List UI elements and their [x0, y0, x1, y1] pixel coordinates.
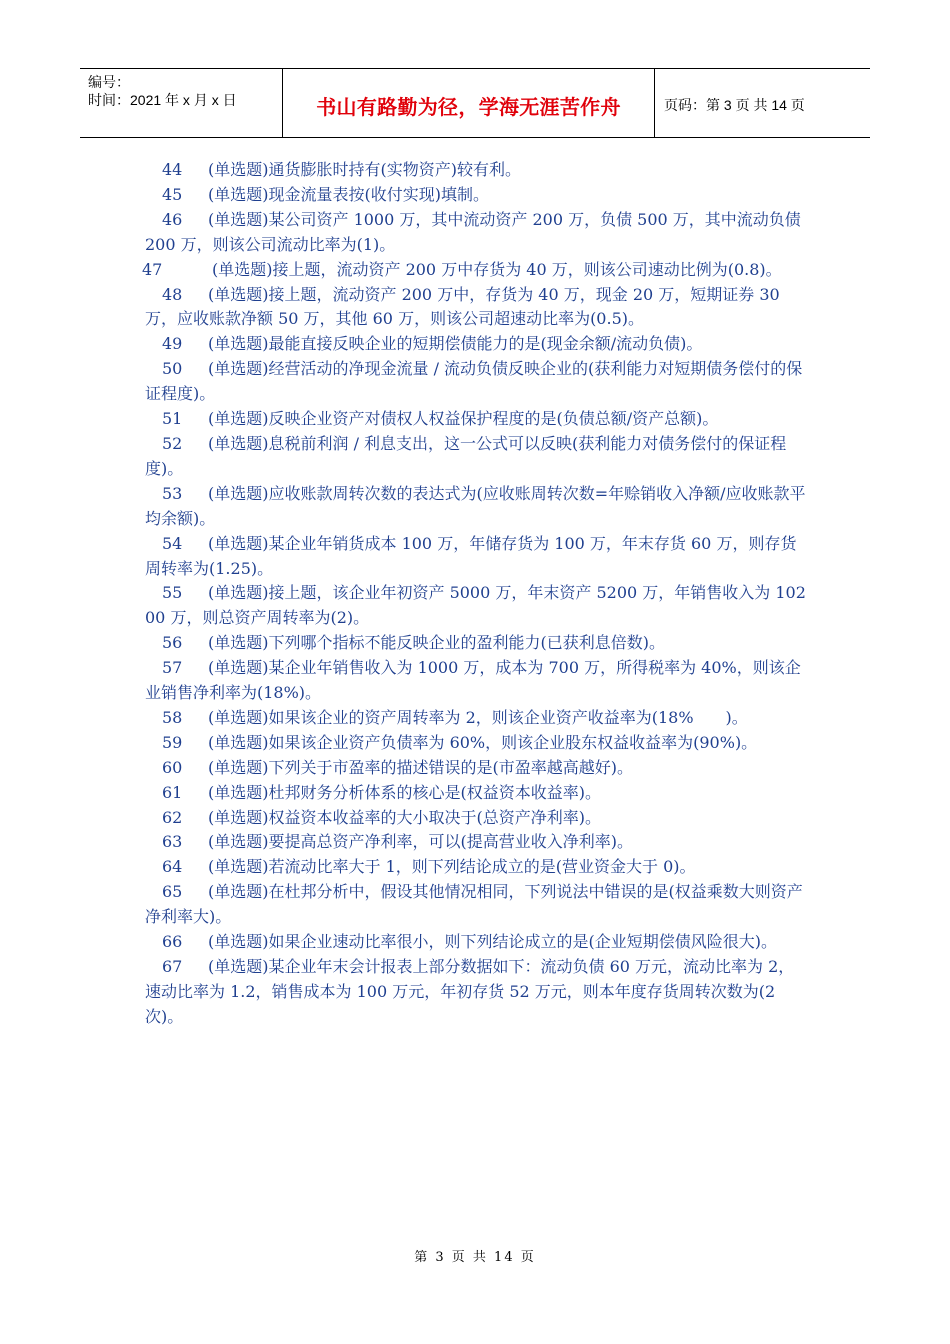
header-motto: 书山有路勤为径，学海无涯苦作舟: [316, 95, 621, 119]
question-number: 44: [162, 160, 183, 179]
question-number: 61: [162, 782, 183, 802]
question-item: [145, 407, 810, 432]
question-item: [145, 656, 810, 706]
question-text: (单选题)最能直接反映企业的短期偿债能力的是(现金余额/流动负债)。: [208, 334, 703, 354]
question-item: [145, 930, 810, 955]
question-number: 55: [162, 583, 183, 603]
question-item: [145, 432, 810, 482]
question-text: (单选题)杜邦财务分析体系的核心是(权益资本收益率)。: [208, 782, 601, 802]
question-text: (单选题)息税前利润 / 利息支出，这一公式可以反映(获利能力对债务偿付的保证程度)。: [145, 433, 787, 478]
question-item: [145, 283, 810, 333]
question-item: [145, 357, 810, 407]
question-item: [145, 756, 810, 781]
question-item: [145, 731, 810, 756]
question-number: 60: [162, 757, 183, 777]
question-text: (单选题)如果企业速动比率很小，则下列结论成立的是(企业短期偿债风险很大)。: [208, 932, 777, 952]
question-item: [145, 158, 810, 183]
question-number: 48: [162, 284, 183, 304]
question-item: [145, 706, 810, 731]
question-item: [145, 880, 810, 930]
question-number: 53: [162, 483, 183, 503]
header-meta: [88, 73, 280, 109]
question-item: [145, 183, 810, 208]
question-number: 67: [162, 957, 183, 976]
question-number: 58: [162, 707, 183, 727]
question-number: 64: [162, 857, 183, 877]
question-list: [142, 158, 810, 1030]
question-number: 47: [142, 259, 163, 279]
question-text: (单选题)在杜邦分析中，假设其他情况相同，下列说法中错误的是(权益乘数大则资产净利率大)。: [145, 882, 803, 927]
question-item: [145, 581, 810, 631]
question-item: [145, 781, 810, 806]
question-number: 57: [162, 658, 183, 678]
question-text: (单选题)应收账款周转次数的表达式为(应收账周转次数=年赊销收入净额/应收账款平均余额)。: [145, 483, 806, 528]
question-text: (单选题)某企业年销售收入为 1000 万，成本为 700 万，所得税率为 40%，则该企业销售净利率为(18%)。: [145, 658, 801, 703]
question-item: [145, 631, 810, 656]
question-text: (单选题)下列哪个指标不能反映企业的盈利能力(已获利息倍数)。: [208, 633, 665, 653]
question-number: 51: [162, 409, 183, 429]
doc-code-label: 编号：: [88, 74, 130, 90]
question-item: [145, 955, 810, 1030]
question-text: (单选题)经营活动的净现金流量 / 流动负债反映企业的(获利能力对短期债务偿付的保证程度)。: [145, 359, 803, 404]
question-number: 49: [162, 334, 183, 354]
page-footer: 第 3 页 共 14 页: [414, 1250, 536, 1265]
question-text: (单选题)接上题，该企业年初资产 5000 万，年末资产 5200 万，年销售收入为 10200 万，则总资产周转率为(2)。: [145, 583, 806, 628]
question-item: [145, 855, 810, 880]
question-number: 59: [162, 732, 183, 752]
question-item: [145, 532, 810, 582]
question-number: 65: [162, 882, 183, 902]
question-text: (单选题)反映企业资产对债权人权益保护程度的是(负债总额/资产总额)。: [208, 409, 719, 429]
question-item: [145, 208, 810, 258]
question-text: (单选题)某企业年末会计报表上部分数据如下：流动负债 60 万元，流动比率为 2，速动比率为 1.2，销售成本为 100 万元，年初存货 52 万元，则本年度存货周转次数为(2 次)。: [145, 957, 795, 1026]
question-item: [142, 258, 810, 283]
question-item: [145, 830, 810, 855]
header-divider: [654, 69, 655, 137]
doc-time-label: 时间：2021 年 x 月 x 日: [88, 92, 237, 108]
question-text: (单选题)接上题，流动资产 200 万中，存货为 40 万，现金 20 万，短期证券 30 万，应收账款净额 50 万，其他 60 万，则该公司超速动比率为(0.5)。: [145, 284, 780, 329]
page-header: [80, 68, 870, 138]
question-number: 63: [162, 832, 183, 852]
question-number: 46: [162, 209, 183, 229]
question-text: (单选题)权益资本收益率的大小取决于(总资产净利率)。: [208, 807, 601, 827]
question-text: (单选题)某企业年销货成本 100 万，年储存货为 100 万，年末存货 60 万，则存货周转率为(1.25)。: [145, 533, 797, 578]
question-item: [145, 806, 810, 831]
question-item: [145, 332, 810, 357]
question-text: (单选题)通货膨胀时持有(实物资产)较有利。: [208, 160, 521, 179]
question-text: (单选题)现金流量表按(收付实现)填制。: [208, 184, 489, 204]
question-text: (单选题)若流动比率大于 1，则下列结论成立的是(营业资金大于 0)。: [208, 857, 696, 877]
question-number: 45: [162, 184, 183, 204]
question-number: 62: [162, 807, 183, 827]
question-number: 56: [162, 633, 183, 653]
question-number: 66: [162, 932, 183, 952]
question-number: 50: [162, 359, 183, 379]
question-item: [145, 482, 810, 532]
question-number: 52: [162, 433, 183, 453]
question-text: (单选题)要提高总资产净利率，可以(提高营业收入净利率)。: [208, 832, 633, 852]
question-text: (单选题)某公司资产 1000 万，其中流动资产 200 万，负债 500 万，其中流动负债 200 万，则该公司流动比率为(1)。: [145, 209, 801, 254]
header-page-info: 页码：第 3 页 共 14 页: [664, 97, 805, 113]
question-text: (单选题)如果该企业资产负债率为 60%，则该企业股东权益收益率为(90%)。: [208, 732, 758, 752]
question-text: (单选题)接上题，流动资产 200 万中存货为 40 万，则该公司速动比例为(0.8)。: [212, 259, 782, 279]
question-text: (单选题)下列关于市盈率的描述错误的是(市盈率越高越好)。: [208, 757, 633, 777]
question-text: (单选题)如果该企业的资产周转率为 2，则该企业资产收益率为(18% )。: [208, 707, 748, 727]
question-number: 54: [162, 533, 183, 553]
